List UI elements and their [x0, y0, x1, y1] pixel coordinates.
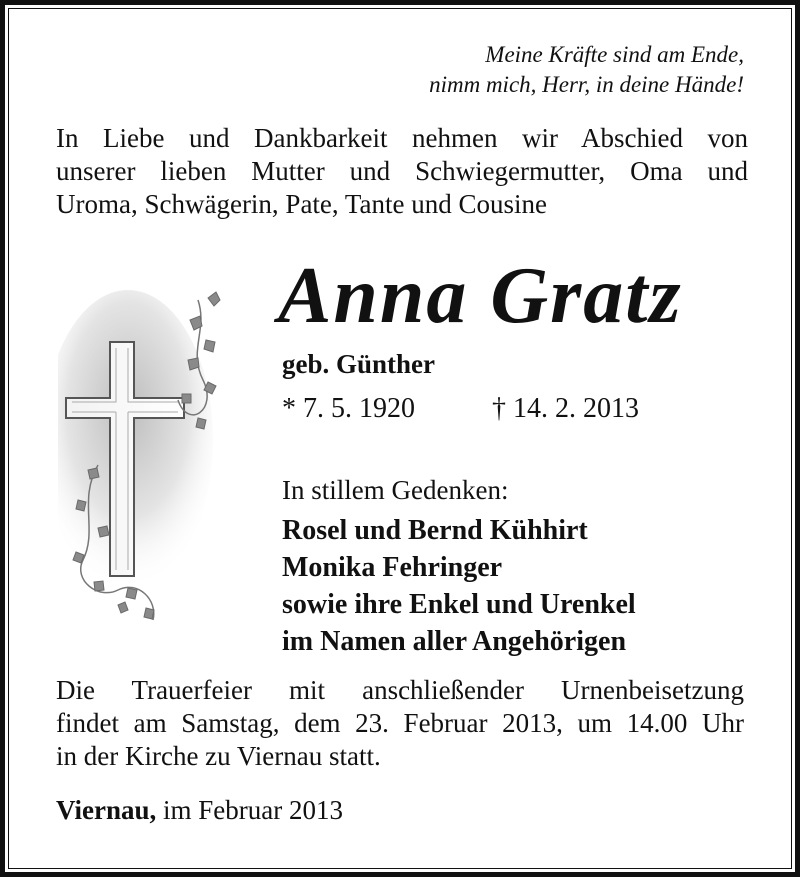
- birth-name: geb. Günther: [282, 349, 436, 379]
- death-date: † 14. 2. 2013: [492, 393, 639, 424]
- motto-line-2: nimm mich, Herr, in deine Hände!: [429, 72, 744, 97]
- intro-line-1: In Liebe und Dankbarkeit nehmen wir Abschied von: [56, 123, 748, 153]
- mourner-line: im Namen aller Angehörigen: [282, 626, 627, 657]
- mourner-line: sowie ihre Enkel und Urenkel: [282, 589, 636, 620]
- motto-line-1: Meine Kräfte sind am Ende,: [485, 42, 744, 67]
- deceased-name: Anna Gratz: [278, 252, 683, 340]
- birth-date: * 7. 5. 1920: [282, 393, 415, 424]
- intro-text: [56, 122, 748, 221]
- remembrance-label: In stillem Gedenken:: [282, 475, 509, 505]
- mourners-list: [282, 512, 636, 660]
- place-and-date: [56, 795, 343, 826]
- intro-line-2: unserer lieben Mutter und Schwiegermutter, Oma und: [56, 156, 748, 186]
- cross-icon: [58, 290, 248, 630]
- service-info: [56, 674, 744, 773]
- service-line-3: in der Kirche zu Viernau statt.: [56, 741, 381, 771]
- intro-line-3: Uroma, Schwägerin, Pate, Tante und Cousine: [56, 189, 548, 219]
- mourner-line: Rosel und Bernd Kühhirt: [282, 515, 588, 546]
- mourner-line: Monika Fehringer: [282, 552, 503, 583]
- closing-date: im Februar 2013: [163, 795, 343, 825]
- motto-verse: [429, 40, 744, 100]
- service-line-1: Die Trauerfeier mit anschließender Urnenbeisetzung: [56, 675, 744, 705]
- service-line-2: findet am Samstag, dem 23. Februar 2013, um 14.00 Uhr: [56, 708, 744, 738]
- place-name: Viernau,: [56, 795, 157, 825]
- life-dates: [282, 393, 639, 425]
